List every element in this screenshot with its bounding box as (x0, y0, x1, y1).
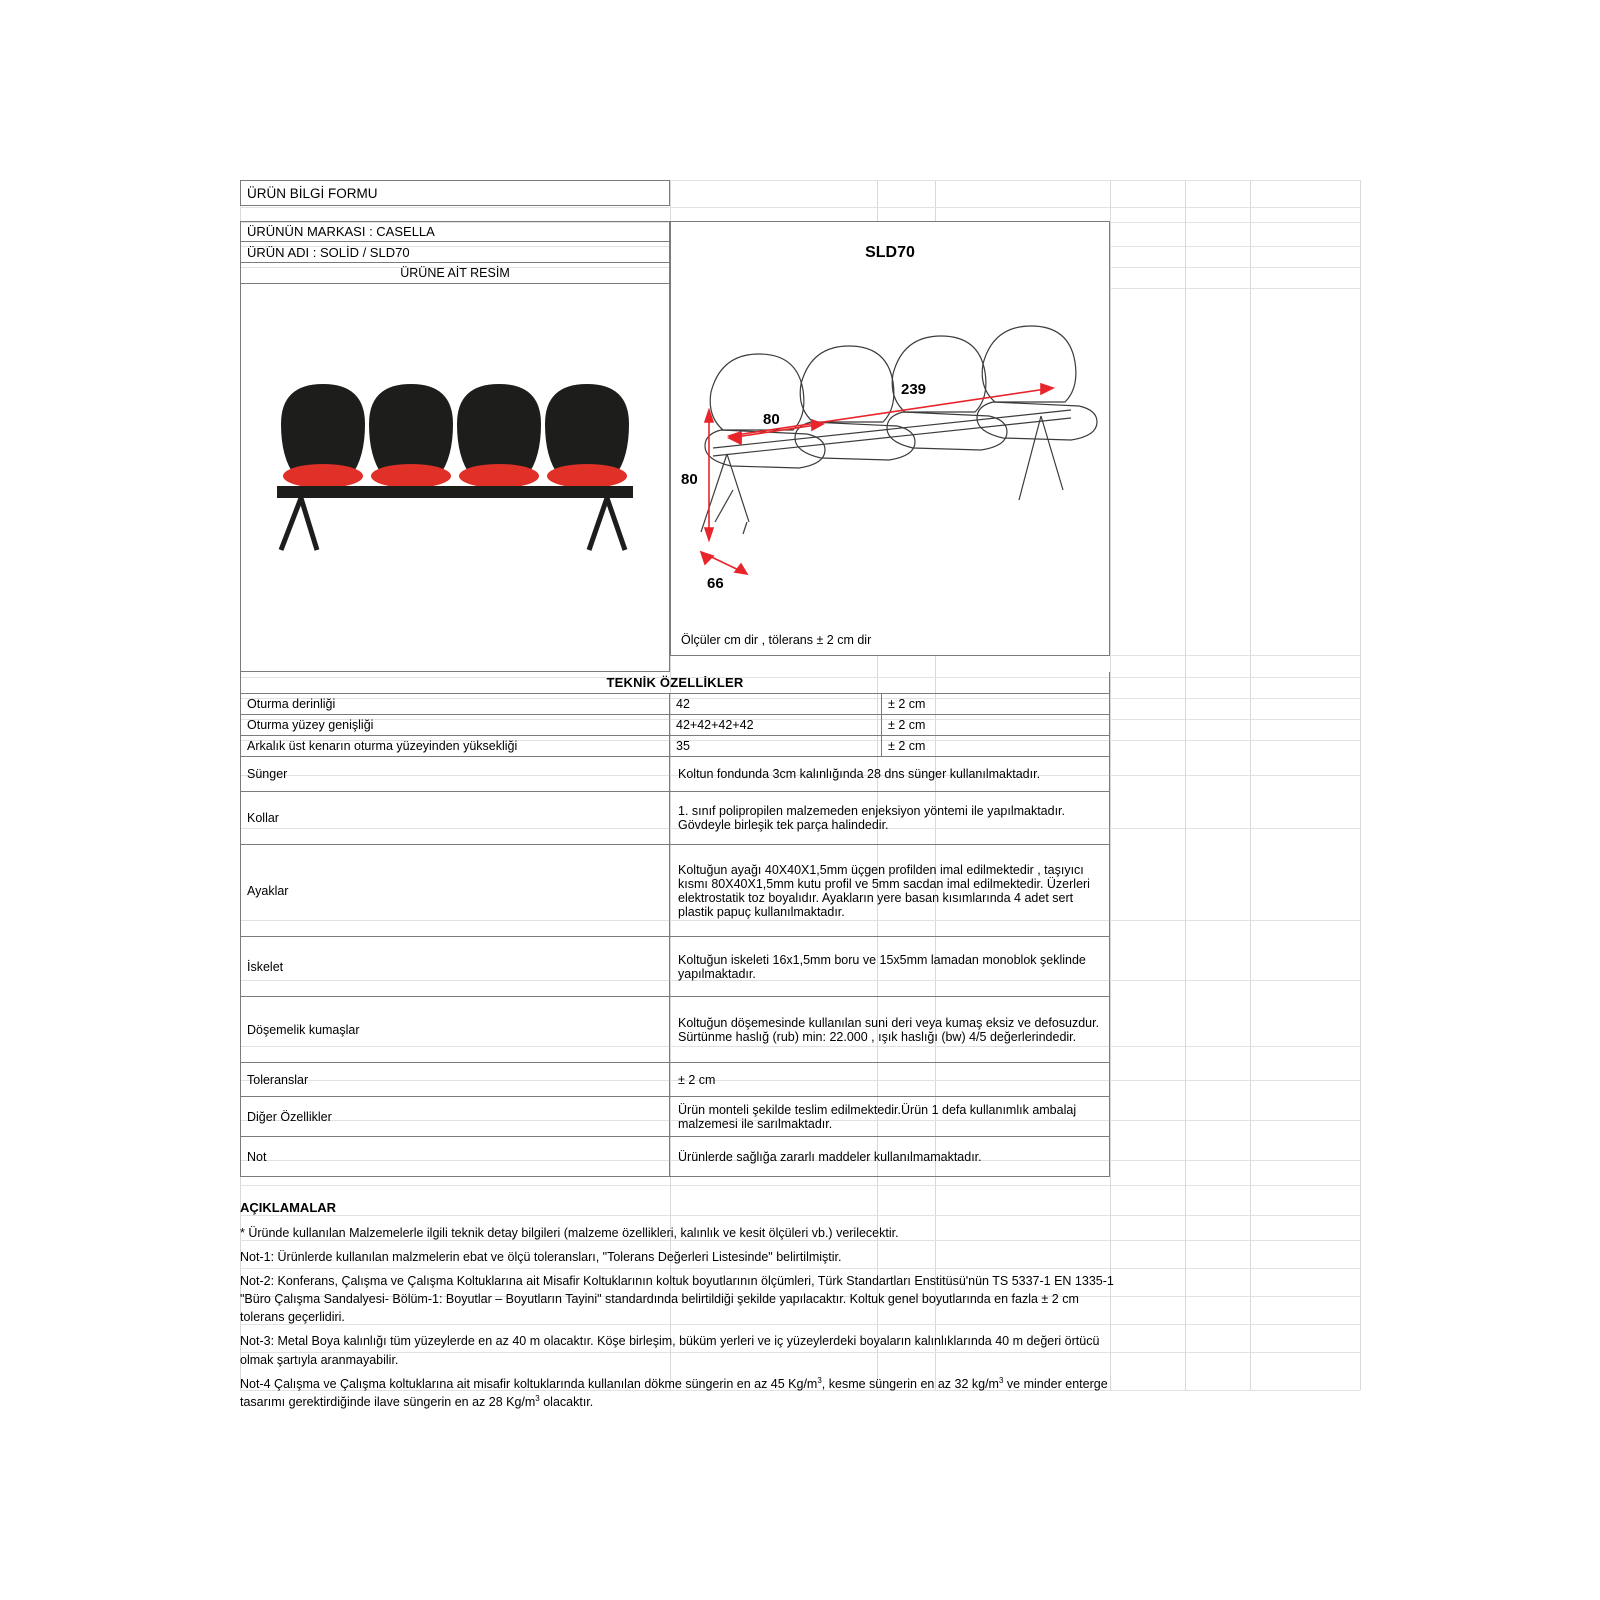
spec-value: ± 2 cm (670, 1063, 1110, 1097)
note4-sup-3: 3 (535, 1394, 540, 1403)
explanation-item: Not-3: Metal Boya kalınlığı tüm yüzeylerde en az 40 m olacaktır. Köşe birleşim, büküm yerleri ve iç yüzeylerdeki boyaların kalınlıklarında 40 m değeri örtücü olmak şartıyla aranmayabilir. (240, 1334, 1100, 1367)
table-row (240, 694, 1110, 715)
note4-part-d: tasarımı gerektirdiğinde ilave süngerin en az 28 Kg/m (240, 1395, 536, 1410)
table-row (240, 937, 1110, 997)
table-row (240, 1063, 1110, 1097)
dim-length-label: 239 (901, 381, 927, 398)
note4-sup-1: 3 (817, 1375, 822, 1385)
explanation-note4 (240, 1375, 1120, 1412)
table-row (240, 715, 1110, 736)
table-row (240, 757, 1110, 792)
spec-label: Toleranslar (240, 1063, 670, 1097)
spec-tolerance: ± 2 cm (882, 694, 1110, 715)
spec-value: Ürünlerde sağlığa zararlı maddeler kullanılmamaktadır. (670, 1137, 1110, 1177)
spec-label: Ayaklar (240, 845, 670, 937)
spec-label: Döşemelik kumaşlar (240, 997, 670, 1063)
spec-label: Sünger (240, 757, 670, 792)
spec-value: 42 (670, 694, 882, 715)
technical-drawing (670, 221, 1110, 656)
note4-part-c: ve minder enterge (1003, 1376, 1108, 1391)
product-photo-svg (241, 284, 671, 672)
note4-part-b: , kesme süngerin en az 32 kg/m (821, 1376, 999, 1391)
product-info-sheet (240, 180, 1360, 1417)
note4-part-e: olacaktır. (539, 1395, 594, 1410)
explanation-item: * Üründe kullanılan Malzemelerle ilgili teknik detay bilgileri (malzeme özellikleri, kalınlık ve kesit ölçüleri vb.) verilecektir. (240, 1225, 899, 1240)
upper-section (240, 221, 1360, 672)
spec-value: 42+42+42+42 (670, 715, 882, 736)
dim-base-label: 66 (707, 575, 724, 592)
right-column (670, 221, 1110, 672)
spec-label: Oturma yüzey genişliği (240, 715, 670, 736)
tolerance-note: Ölçüler cm dir , tölerans ± 2 cm dir (681, 633, 872, 647)
spec-label: Kollar (240, 792, 670, 845)
explanations-section (240, 1199, 1360, 1411)
spec-tolerance: ± 2 cm (882, 715, 1110, 736)
spec-label: Diğer Özellikler (240, 1097, 670, 1137)
spec-value: 1. sınıf polipropilen malzemeden enjeksiyon yöntemi ile yapılmaktadır. Gövdeyle birleşik tek parça halindedir. (670, 792, 1110, 845)
spec-label: İskelet (240, 937, 670, 997)
product-line: ÜRÜN ADI : SOLİD / SLD70 (240, 242, 670, 263)
spec-value: Ürün monteli şekilde teslim edilmektedir.Ürün 1 defa kullanımlık ambalaj malzemesi ile sarılmaktadır. (670, 1097, 1110, 1137)
left-column (240, 221, 670, 672)
table-row (240, 997, 1110, 1063)
table-row (240, 792, 1110, 845)
spec-value: 35 (670, 736, 882, 757)
dim-height-label: 80 (681, 471, 698, 488)
brand-line: ÜRÜNÜN MARKASI : CASELLA (240, 221, 670, 242)
spec-label: Oturma derinliği (240, 694, 670, 715)
spec-value: Koltuğun ayağı 40X40X1,5mm üçgen profilden imal edilmektedir , taşıyıcı kısmı 80X40X1,5mm kutu profil ve 5mm sacdan imal edilmektedir. Üzerleri elektrostatik toz boyalıdır. Ayakların yere basan kısımlarında 4 adet sert plastik papuç kullanılmaktadır. (670, 845, 1110, 937)
tech-specs-table (240, 694, 1360, 1177)
table-row (240, 736, 1110, 757)
table-row (240, 1137, 1110, 1177)
explanations-heading: AÇIKLAMALAR (240, 1200, 337, 1215)
spec-label: Arkalık üst kenarın oturma yüzeyinden yüksekliği (240, 736, 670, 757)
spec-tolerance: ± 2 cm (882, 736, 1110, 757)
spec-value: Koltuğun döşemesinde kullanılan suni deri veya kumaş eksiz ve defosuzdur. Sürtünme haslığ (rub) min: 22.000 , ışık haslığı (bw) 4/5 değerlerindedir. (670, 997, 1110, 1063)
dim-depth-label: 80 (763, 411, 780, 428)
spec-label: Not (240, 1137, 670, 1177)
explanation-item: Not-2: Konferans, Çalışma ve Çalışma Koltuklarına ait Misafir Koltuklarının koltuk boyutlarının ölçümleri, Türk Standartları Enstitüsü'nün TS 5337-1 EN 1335-1 "Büro Çalışma Sandalyesi- Bölüm-1: Boyutlar – Boyutların Tayini" standardında belirtildiği şekilde yapılacaktır. Koltuk genel boyutlarında en fazla ± 2 cm tolerans geçerlidiri. (240, 1274, 1114, 1325)
spec-value: Koltuğun iskeleti 16x1,5mm boru ve 15x5mm lamadan monoblok şeklinde yapılmaktadır. (670, 937, 1110, 997)
model-label: SLD70 (865, 244, 915, 261)
brand-block (240, 221, 670, 284)
tech-specs-header: TEKNİK ÖZELLİKLER (240, 672, 1110, 694)
spec-value: Koltun fondunda 3cm kalınlığında 28 dns sünger kullanılmaktadır. (670, 757, 1110, 792)
note4-sup-2: 3 (998, 1375, 1004, 1385)
note4-part-a: Not-4 Çalışma ve Çalışma koltuklarına ait misafir koltuklarında kullanılan dökme süngerin en az 45 Kg/m (240, 1376, 818, 1391)
form-title: ÜRÜN BİLGİ FORMU (240, 180, 670, 206)
technical-drawing-svg (671, 222, 1111, 657)
table-row (240, 1097, 1110, 1137)
explanation-item: Not-1: Ürünlerde kullanılan malzmelerin ebat ve ölçü toleransları, "Tolerans Değerleri Listesinde" belirtilmiştir. (240, 1249, 842, 1264)
product-photo (240, 284, 670, 672)
table-row (240, 845, 1110, 937)
picture-caption: ÜRÜNE AİT RESİM (240, 263, 670, 284)
